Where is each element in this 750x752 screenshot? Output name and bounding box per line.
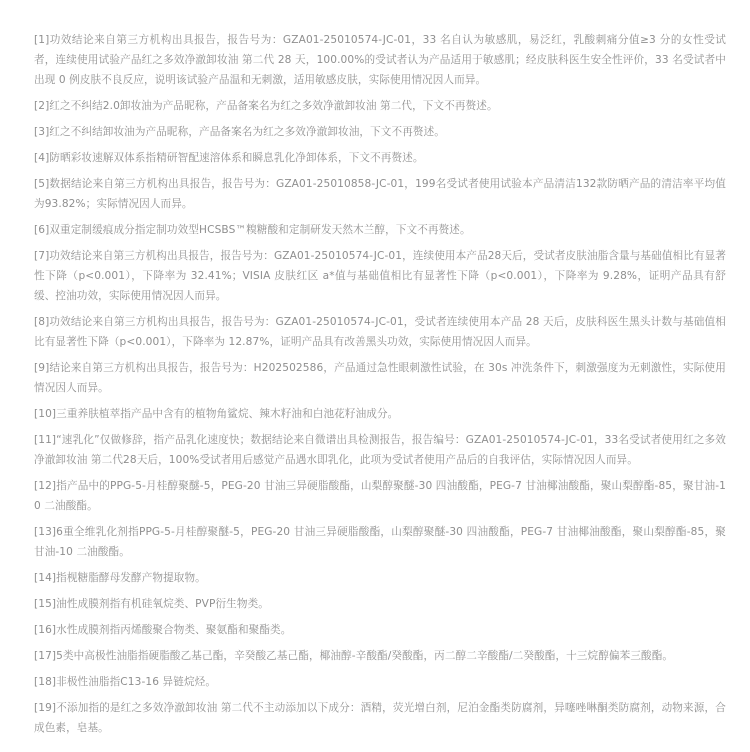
footnote-6: [6]双重定制缓痕成分指定制功效型HCSBS™糗糖酸和定制研发天然木兰醇，下文不再赘述。	[34, 224, 471, 236]
footnote-5: [5]数据结论来自第三方机构出具报告，报告号为：GZA01-25010858-JC-01，199名受试者使用试验本产品清洁132款防晒产品的清洁率平均值为93.82%；实际情况因人而异。	[34, 178, 726, 210]
footnote-3: [3]红之不纠结卸妆油为产品昵称，产品备案名为红之多效净澈卸妆油，下文不再赘述。	[34, 126, 445, 138]
footnote-10: [10]三重养肤植萃指产品中含有的植物角鲨烷、辣木籽油和白池花籽油成分。	[34, 408, 399, 420]
footnote-14: [14]指枧糖脂酵母发酵产物提取物。	[34, 572, 206, 584]
footnote-15: [15]油性成膜剂指有机硅氧烷类、PVP衍生物类。	[34, 598, 269, 610]
footnote-7: [7]功效结论来自第三方机构出具报告，报告号为：GZA01-25010574-JC-01，连续使用本产品28天后，受试者皮肤油脂含量与基础值相比有显著性下降（p<0.001），下降率为 32.41%；VISIA 皮肤红区 a*值与基础值相比有显著性下降（p<0.001），下降率为 9.28%，证明产品具有舒缓、控油功效，实际使用情况因人而异。	[34, 250, 726, 302]
footnote-16: [16]水性成膜剂指丙烯酸聚合物类、聚氨酯和聚酯类。	[34, 624, 292, 636]
footnote-4: [4]防晒彩妆速解双体系指精研智配速溶体系和瞬息乳化净卸体系，下文不再赘述。	[34, 152, 424, 164]
footnote-19: [19]不添加指的是红之多效净澈卸妆油 第二代不主动添加以下成分：酒精，荧光增白剂，尼泊金酯类防腐剂，异噻唑啉酮类防腐剂，动物来源，合成色素，皂基。	[34, 702, 726, 734]
footnote-1: [1]功效结论来自第三方机构出具报告，报告号为：GZA01-25010574-JC-01，33 名自认为敏感肌，易泛红，乳酸刺痛分值≥3 分的女性受试者，连续使用试验产品红之多效净澈卸妆油 第二代 28 天，100.00%的受试者认为产品适用于敏感肌；经皮肤科医生安全性评价，33 名受试者中出现 0 例皮肤不良反应，说明该试验产品温和无刺激，适用敏感皮肤，实际使用情况因人而异。	[34, 34, 726, 86]
footnote-8: [8]功效结论来自第三方机构出具报告，报告号为：GZA01-25010574-JC-01，受试者连续使用本产品 28 天后，皮肤科医生黑头计数与基础值相比有显著性下降（p<0.001），下降率为 12.87%，证明产品具有改善黑头功效，实际使用情况因人而异。	[34, 316, 726, 348]
footnote-12: [12]指产品中的PPG-5-月桂醇聚醚-5，PEG-20 甘油三异硬脂酸酯，山梨醇聚醚-30 四油酸酯，PEG-7 甘油椰油酸酯，聚山梨醇酯-85，聚甘油-10 二油酸酯。	[34, 480, 726, 512]
footnote-2: [2]红之不纠结2.0卸妆油为产品昵称，产品备案名为红之多效净澈卸妆油 第二代，下文不再赘述。	[34, 100, 498, 112]
footnote-18: [18]非极性油脂指C13-16 异链烷烃。	[34, 676, 217, 688]
footnote-11: [11]“速乳化”仅做修辞，指产品乳化速度快；数据结论来自微谱出具检测报告，报告编号：GZA01-25010574-JC-01，33名受试者使用红之多效净澈卸妆油 第二代28天后，100%受试者用后感觉产品遇水即乳化，此项为受试者使用产品后的自我评估，实际情况因人而异。	[34, 434, 726, 466]
footnote-9: [9]结论来自第三方机构出具报告，报告号为：H202502586，产品通过急性眼刺激性试验，在 30s 冲洗条件下，刺激强度为无刺激性，实际使用情况因人而异。	[34, 362, 726, 394]
footnote-17: [17]5类中高极性油脂指硬脂酸乙基己酯，辛癸酸乙基己酯，椰油醇-辛酸酯/癸酸酯，丙二醇二辛酸酯/二癸酸酯，十三烷醇偏苯三酸酯。	[34, 650, 674, 662]
footnote-13: [13]6重全维乳化剂指PPG-5-月桂醇聚醚-5，PEG-20 甘油三异硬脂酸酯，山梨醇聚醚-30 四油酸酯，PEG-7 甘油椰油酸酯，聚山梨醇酯-85，聚甘油-10 二油酸酯。	[34, 526, 726, 558]
